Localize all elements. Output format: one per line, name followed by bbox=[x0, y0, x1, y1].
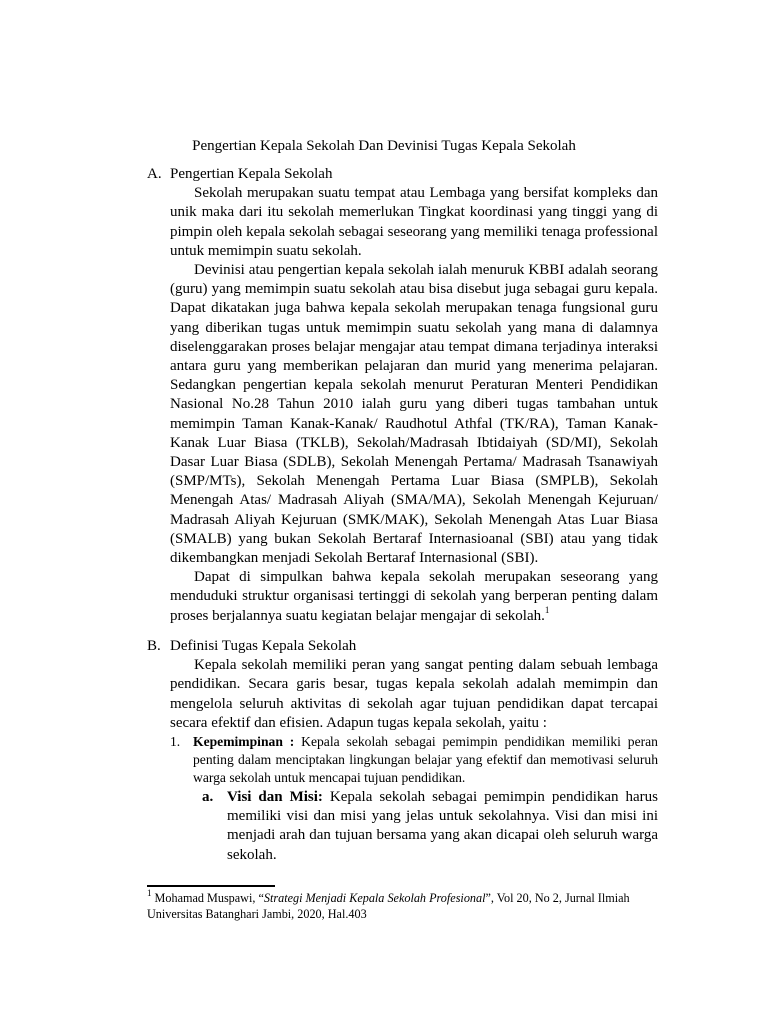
footnote-number: 1 bbox=[147, 887, 152, 898]
list-item-body: Kepala sekolah sebagai pemimpin pendidikan memiliki peran penting dalam menciptakan lingkungan belajar yang efektif dan memotivasi seluruh warga sekolah untuk mencapai tujuan pendidikan. bbox=[193, 734, 658, 786]
section-b-marker: B. bbox=[147, 638, 161, 654]
section-a bbox=[147, 165, 658, 626]
section-b-title: Definisi Tugas Kepala Sekolah bbox=[170, 638, 357, 654]
sublist-item-marker: a. bbox=[202, 789, 214, 806]
list-item-label: Kepemimpinan : bbox=[193, 734, 295, 750]
footnote-separator bbox=[147, 885, 275, 887]
section-a-paragraph-3 bbox=[170, 568, 658, 626]
list-item-kepemimpinan bbox=[170, 733, 658, 787]
page-title: Pengertian Kepala Sekolah Dan Devinisi Tugas Kepala Sekolah bbox=[192, 138, 576, 154]
footnote-reference[interactable]: 1 bbox=[544, 604, 550, 615]
sublist-item-body: Kepala sekolah sebagai pemimpin pendidikan harus memiliki visi dan misi yang jelas untuk sekolahnya. Visi dan misi ini menjadi arah dan tujuan bersama yang akan dicapai oleh seluruh warga sekolah. bbox=[227, 789, 658, 863]
footnote bbox=[147, 887, 647, 922]
section-a-marker: A. bbox=[147, 166, 162, 182]
section-b bbox=[147, 637, 658, 865]
list-item-marker: 1. bbox=[170, 734, 181, 750]
list-item-text bbox=[193, 733, 658, 787]
footnote-open-quote: “ bbox=[258, 891, 264, 905]
sublist-item-text bbox=[227, 788, 658, 865]
footnote-title: Strategi Menjadi Kepala Sekolah Profesional bbox=[263, 891, 486, 905]
footnote-author: Mohamad Muspawi, bbox=[154, 891, 256, 905]
section-a-heading bbox=[147, 165, 658, 184]
section-b-paragraph: Kepala sekolah memiliki peran yang sangat penting dalam sebuah lembaga pendidikan. Secara garis besar, tugas kepala sekolah adalah memimpin dan mengelola seluruh aktivitas di sekolah agar tujuan pendidikan dapat tercapai secara efektif dan efisien. Adapun tugas kepala sekolah, yaitu : bbox=[170, 657, 658, 731]
sublist-item-label: Visi dan Misi: bbox=[227, 789, 323, 806]
footnote-details: ”, Vol 20, No 2, Jurnal Ilmiah Universitas Batanghari Jambi, 2020, Hal.403 bbox=[147, 891, 630, 921]
section-a-paragraph-2: Devinisi atau pengertian kepala sekolah ialah menuruk KBBI adalah seorang (guru) yang memimpin suatu sekolah atau bisa disebut juga sebagai guru kepala. Dapat dikatakan juga bahwa kepala sekolah merupakan tenaga fungsional guru yang diberikan tugas untuk memimpin suatu sekolah yang mana di dalamnya diselenggarakan proses belajar mengajar atau tempat dimana terjadinya interaksi antara guru yang memberikan pelajaran dan murid yang menerima pelajaran. Sedangkan pengertian kepala sekolah menurut Peraturan Menteri Pendidikan Nasional No.28 Tahun 2010 ialah guru yang diberi tugas tambahan untuk memimpin Taman Kanak-Kanak/ Raudhotul Athfal (TK/RA), Taman Kanak-Kanak Luar Biasa (TKLB), Sekolah/Madrasah Ibtidaiyah (SD/MI), Sekolah Dasar Luar Biasa (SDLB), Sekolah Menengah Pertama/ Madrasah Tsanawiyah (SMP/MTs), Sekolah Menengah Pertama Luar Biasa (SMPLB), Sekolah Menengah Atas/ Madrasah Aliyah (SMA/MA), Sekolah Menengah Kejuruan/ Madrasah Aliyah Kejuruan (SMK/MAK), Sekolah Menengah Atas Luar Biasa (SMALB) yang bukan Sekolah Bertaraf Internasioanal (SBI) atau yang tidak dikembangkan menjadi Sekolah Bertaraf Internasional (SBI). bbox=[170, 262, 658, 567]
section-a-paragraph-1: Sekolah merupakan suatu tempat atau Lembaga yang bersifat kompleks dan unik maka dari itu sekolah memerlukan Tingkat koordinasi yang tinggi yang di pimpin oleh kepala sekolah sebagai seseorang yang memiliki tenaga professional untuk memimpin suatu sekolah. bbox=[170, 185, 658, 259]
section-b-heading bbox=[147, 637, 658, 656]
sublist-item-visi-misi bbox=[202, 788, 658, 865]
section-a-paragraph-3-text: Dapat di simpulkan bahwa kepala sekolah merupakan seseorang yang menduduki struktur organisasi tertinggi di sekolah yang berperan penting dalam proses berjalannya suatu kegiatan belajar mengajar di sekolah. bbox=[170, 569, 658, 624]
section-a-title: Pengertian Kepala Sekolah bbox=[170, 166, 333, 182]
